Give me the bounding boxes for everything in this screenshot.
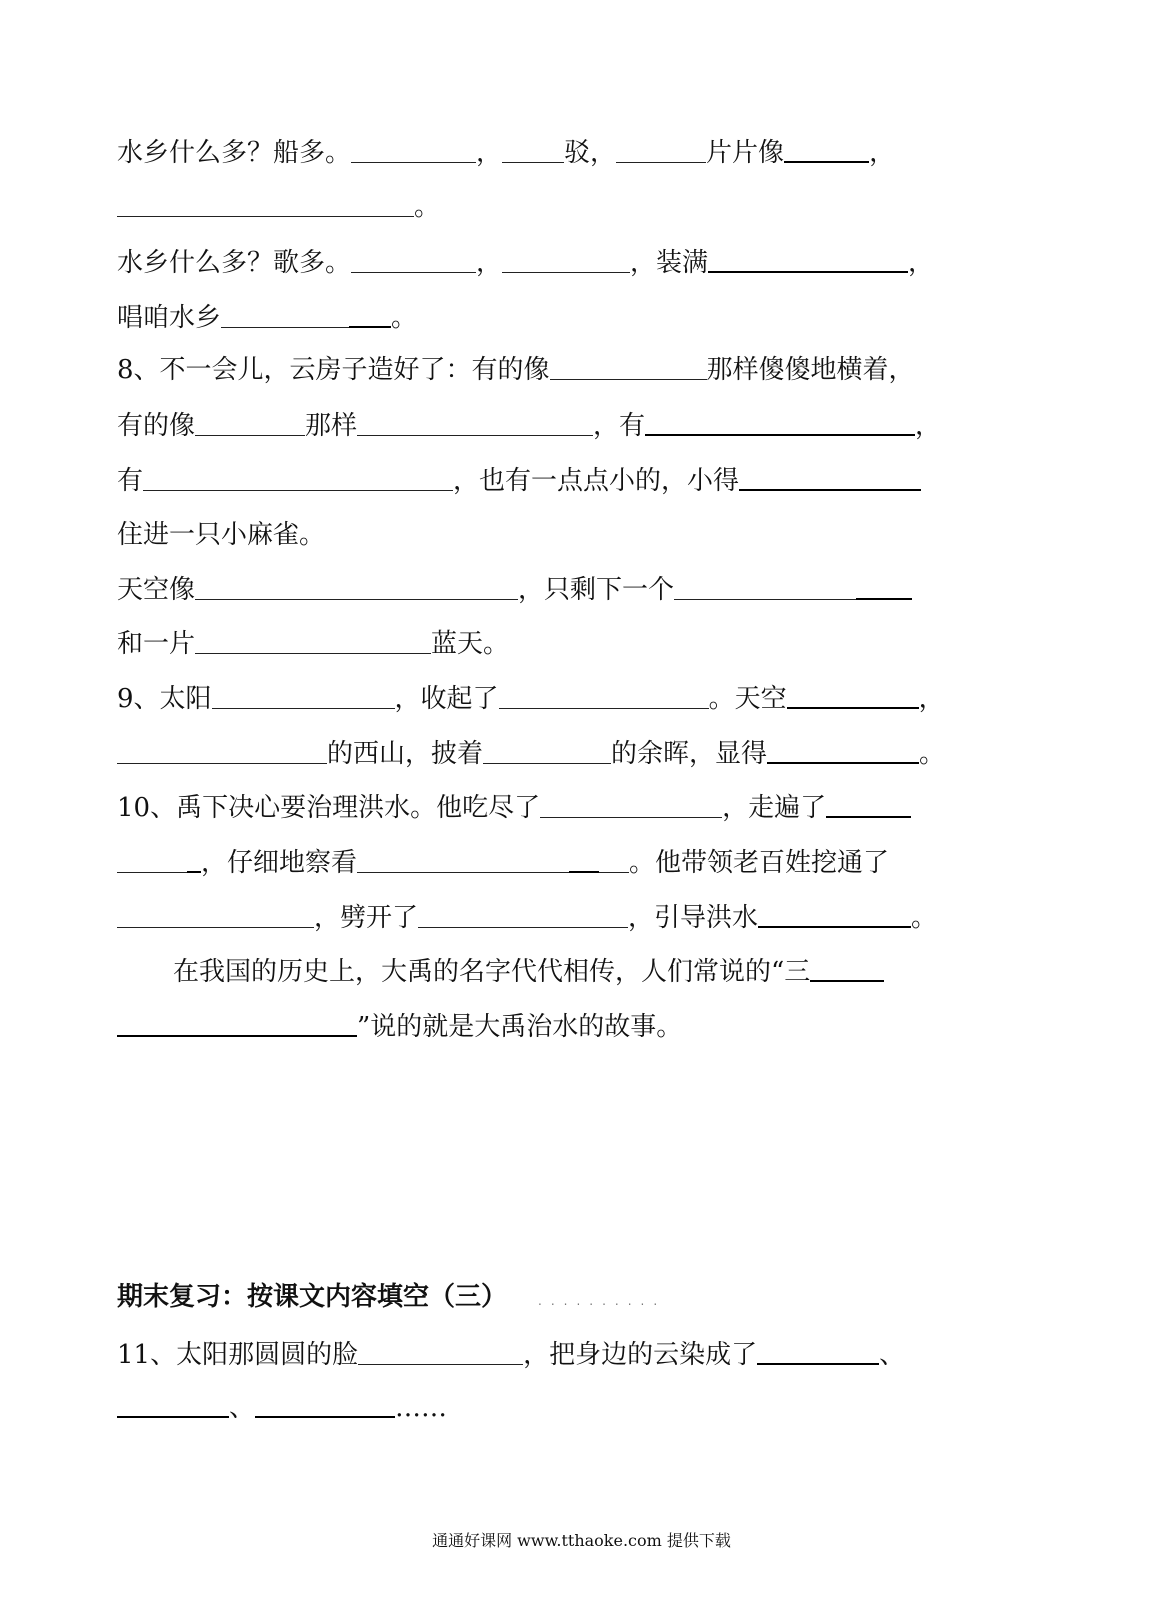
footer-credit: 通通好课网 www.tthaoke.com 提供下载 [432, 1531, 731, 1550]
fill-in-blank[interactable] [758, 900, 911, 928]
fill-in-blank[interactable] [810, 954, 884, 982]
exercise-line [117, 681, 945, 715]
line-text: …… [395, 1393, 448, 1423]
fill-in-blank[interactable] [117, 1009, 357, 1037]
line-text: 10、禹下决心要治理洪水。他吃尽了 [117, 793, 541, 823]
fill-in-blank[interactable] [502, 136, 564, 163]
line-text: ，劈开了 [314, 903, 419, 933]
fill-in-blank[interactable] [418, 901, 628, 928]
fill-in-blank[interactable] [787, 681, 919, 709]
fill-in-blank[interactable] [569, 845, 599, 873]
leader-dots: .......... [538, 1294, 667, 1308]
line-text: ，仔细地察看 [201, 848, 358, 878]
line-text: 水乡什么多？歌多。 [117, 248, 352, 278]
fill-in-blank[interactable] [117, 901, 314, 928]
exercise-line [117, 900, 937, 934]
section-heading: 期末复习：按课文内容填空（三） [117, 1282, 508, 1312]
exercise-line [117, 190, 440, 224]
line-text: 唱咱水乡 [117, 303, 222, 333]
exercise-line [117, 627, 509, 661]
exercise-line [117, 572, 912, 606]
line-text: ， [476, 248, 503, 278]
line-text: ，走遍了 [722, 793, 827, 823]
fill-in-blank[interactable] [117, 1390, 229, 1418]
fill-in-blank[interactable] [767, 736, 919, 764]
line-text: ，收起了 [394, 684, 499, 714]
exercise-line [117, 1390, 447, 1424]
exercise-line [117, 790, 911, 824]
fill-in-blank[interactable] [674, 573, 856, 600]
exercise-line [117, 845, 889, 879]
line-text: 水乡什么多？船多。 [117, 138, 352, 168]
line-text: 。 [391, 303, 418, 333]
exercise-line [117, 518, 325, 552]
fill-in-blank[interactable] [616, 136, 706, 163]
line-text: 有 [117, 466, 144, 496]
line-text: 。 [911, 903, 938, 933]
exercise-line [117, 463, 921, 497]
fill-in-blank[interactable] [483, 737, 611, 764]
fill-in-blank[interactable] [117, 737, 327, 764]
line-text: 的西山，披着 [327, 739, 484, 769]
line-text: 在我国的历史上，大禹的名字代代相传，人们常说的“三 [173, 957, 811, 987]
fill-in-blank[interactable] [255, 1390, 395, 1418]
line-text: 住进一只小麻雀。 [117, 520, 326, 550]
fill-in-blank[interactable] [351, 246, 476, 273]
fill-in-blank[interactable] [599, 846, 629, 873]
line-text: ”说的就是大禹治水的故事。 [357, 1012, 683, 1042]
fill-in-blank[interactable] [212, 682, 395, 709]
line-text: 蓝天。 [431, 629, 510, 659]
line-text: 片片像 [706, 138, 785, 168]
fill-in-blank[interactable] [143, 464, 453, 491]
line-text: 那样 [305, 411, 358, 441]
exercise-line [117, 1009, 682, 1043]
line-text: ， [476, 138, 503, 168]
line-text: ，引导洪水 [628, 903, 759, 933]
line-text: 驳， [564, 138, 617, 168]
line-text: 和一片 [117, 629, 196, 659]
line-text: 。 [919, 739, 946, 769]
line-text: 。天空 [708, 684, 787, 714]
exercise-line [117, 245, 934, 279]
fill-in-blank[interactable] [739, 463, 921, 491]
line-text: 9、太阳 [117, 684, 212, 714]
fill-in-blank[interactable] [357, 846, 569, 873]
line-text: 有的像 [117, 411, 196, 441]
fill-in-blank[interactable] [499, 682, 709, 709]
line-text: 天空像 [117, 575, 196, 605]
line-text: ，有 [593, 411, 646, 441]
fill-in-blank[interactable] [195, 573, 518, 600]
line-text: 那样傻傻地横着， [706, 355, 915, 385]
fill-in-blank[interactable] [540, 791, 722, 818]
line-text: 8、不一会儿，云房子造好了：有的像 [117, 355, 550, 385]
line-text: ，装满 [630, 248, 709, 278]
fill-in-blank[interactable] [856, 572, 912, 600]
fill-in-blank[interactable] [187, 845, 201, 873]
line-text: 。他带领老百姓挖通了 [629, 848, 890, 878]
fill-in-blank[interactable] [826, 790, 911, 818]
line-text: ，把身边的云染成了 [523, 1340, 758, 1370]
fill-in-blank[interactable] [357, 409, 593, 436]
line-text: 、 [229, 1393, 256, 1423]
fill-in-blank[interactable] [117, 190, 414, 217]
fill-in-blank[interactable] [708, 245, 908, 273]
exercise-line [117, 135, 895, 169]
line-text: ， [918, 684, 945, 714]
fill-in-blank[interactable] [117, 846, 187, 873]
fill-in-blank[interactable] [195, 627, 431, 654]
line-text: 的余晖，显得 [611, 739, 768, 769]
exercise-line [117, 353, 915, 387]
fill-in-blank[interactable] [358, 1338, 523, 1365]
fill-in-blank[interactable] [550, 353, 707, 380]
line-text: 11、太阳那圆圆的脸 [117, 1340, 359, 1370]
fill-in-blank[interactable] [645, 408, 915, 436]
fill-in-blank[interactable] [351, 136, 476, 163]
line-text: ，只剩下一个 [518, 575, 675, 605]
line-text: ，也有一点点小的，小得 [453, 466, 740, 496]
fill-in-blank[interactable] [195, 409, 305, 436]
exercise-line [173, 954, 884, 988]
fill-in-blank[interactable] [502, 246, 630, 273]
fill-in-blank[interactable] [221, 301, 349, 328]
fill-in-blank[interactable] [784, 135, 869, 163]
fill-in-blank[interactable] [757, 1337, 879, 1365]
line-text: 。 [414, 192, 441, 222]
exercise-line [117, 300, 417, 334]
exercise-line [117, 408, 941, 442]
line-text: ， [908, 248, 935, 278]
line-text: ， [869, 138, 896, 168]
fill-in-blank[interactable] [349, 300, 391, 328]
exercise-line [117, 1337, 905, 1371]
line-text: ， [915, 411, 942, 441]
line-text: 、 [879, 1340, 906, 1370]
exercise-line [117, 736, 945, 770]
